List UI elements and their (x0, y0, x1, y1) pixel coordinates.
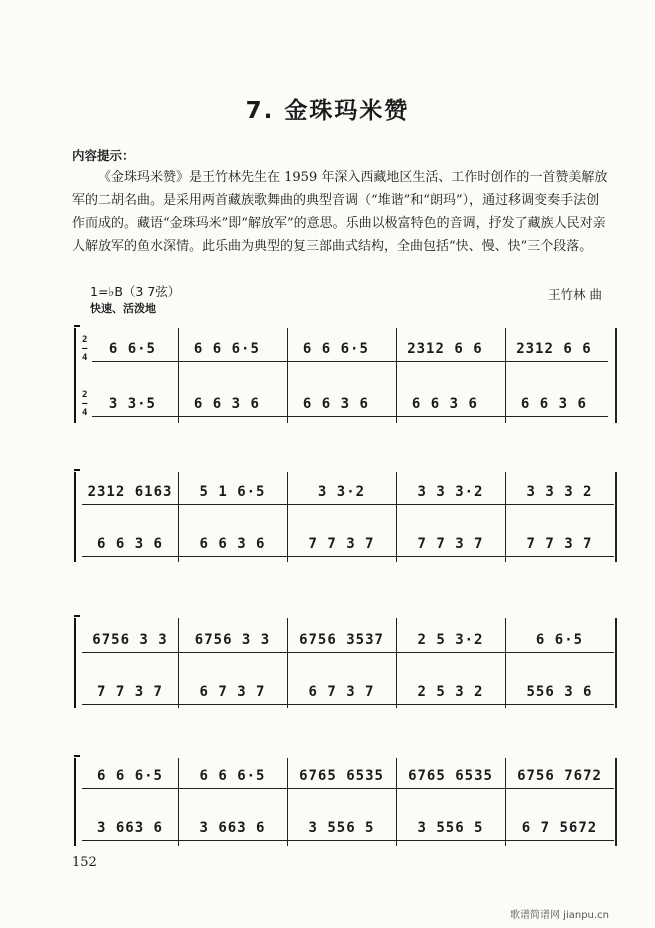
page-number: 152 (72, 855, 97, 870)
score-system-3 (74, 618, 619, 708)
system-bracket (74, 618, 80, 708)
measure: 7 7 3 7 (82, 680, 178, 705)
key-signature: 1=♭B（3 7弦） (90, 284, 181, 299)
lower-staff (82, 816, 619, 841)
system-bracket (74, 328, 80, 423)
upper-staff (82, 764, 619, 789)
measure: 6765 6535 (396, 764, 505, 789)
measure: 7 7 3 7 (287, 532, 396, 557)
measure: 6 6·5 (92, 337, 172, 362)
measure: 6 6 6·5 (82, 764, 178, 789)
measure: 7 7 3 7 (505, 532, 614, 557)
score-system-4 (74, 758, 619, 846)
measure: 6756 3537 (287, 628, 396, 653)
measure: 6 6 3 6 (172, 392, 281, 417)
lower-staff (82, 532, 619, 557)
measure: 2 5 3 2 (396, 680, 505, 705)
measure: 3 663 6 (178, 816, 287, 841)
measure: 556 3 6 (505, 680, 614, 705)
measure: 6 7 3 7 (287, 680, 396, 705)
lower-staff (82, 680, 619, 705)
time-signature: 2 — 4 (82, 335, 89, 363)
measure: 3 663 6 (82, 816, 178, 841)
measure: 6 6 3 6 (178, 532, 287, 557)
time-signature: 2 — 4 (82, 390, 89, 418)
measure: 6756 7672 (505, 764, 614, 789)
hint-label: 内容提示： (72, 148, 135, 163)
measure: 7 7 3 7 (396, 532, 505, 557)
tempo-marking: 快速、活泼地 (90, 302, 156, 315)
measure: 6 6·5 (505, 628, 614, 653)
intro-paragraph: 《金珠玛米赞》是王竹林先生在 1959 年深入西藏地区生活、工作时创作的一首赞美解放军的二胡名曲。是采用两首藏族歌舞曲的典型音调（“堆谐”和“朗玛”），通过移调变奏手法创作而成的。藏语“金珠玛米”即“解放军”的意思。乐曲以极富特色的音调，抒发了藏族人民对亲人解放军的鱼水深情。此乐曲为典型的复三部曲式结构，全曲包括“快、慢、快”三个段落。 (72, 170, 608, 254)
lower-staff (82, 391, 619, 418)
system-bracket (74, 758, 80, 846)
measure: 6 7 3 7 (178, 680, 287, 705)
measure: 6756 3 3 (178, 628, 287, 653)
piece-title: 7. 金珠玛米赞 (245, 98, 410, 124)
score-system-2 (74, 472, 619, 562)
measure: 6 6 3 6 (281, 392, 390, 417)
measure: 6 6 6·5 (178, 764, 287, 789)
measure: 2312 6 6 (390, 337, 499, 362)
measure: 3 556 5 (287, 816, 396, 841)
measure: 6 6 3 6 (82, 532, 178, 557)
measure: 6756 3 3 (82, 628, 178, 653)
measure: 3 3·2 (287, 480, 396, 505)
measure: 6 6 3 6 (499, 392, 608, 417)
upper-staff (82, 628, 619, 653)
measure: 6 6 3 6 (390, 392, 499, 417)
measure: 3 3 3·2 (396, 480, 505, 505)
measure: 6 6 6·5 (172, 337, 281, 362)
measure: 2312 6163 (82, 480, 178, 505)
measure: 3 556 5 (396, 816, 505, 841)
measure: 2312 6 6 (499, 337, 608, 362)
upper-staff (82, 480, 619, 505)
measure: 6 6 6·5 (281, 337, 390, 362)
measure: 6765 6535 (287, 764, 396, 789)
measure: 3 3 3 2 (505, 480, 614, 505)
watermark: 歌谱简谱网 jianpu.cn (510, 910, 609, 921)
upper-staff (82, 336, 619, 363)
score-system-1 (74, 328, 619, 423)
measure: 2 5 3·2 (396, 628, 505, 653)
measure: 3 3·5 (92, 392, 172, 417)
measure: 6 7 5672 (505, 816, 614, 841)
measure: 5 1 6·5 (178, 480, 287, 505)
system-bracket (74, 472, 80, 562)
composer-credit: 王竹林 曲 (548, 287, 602, 302)
